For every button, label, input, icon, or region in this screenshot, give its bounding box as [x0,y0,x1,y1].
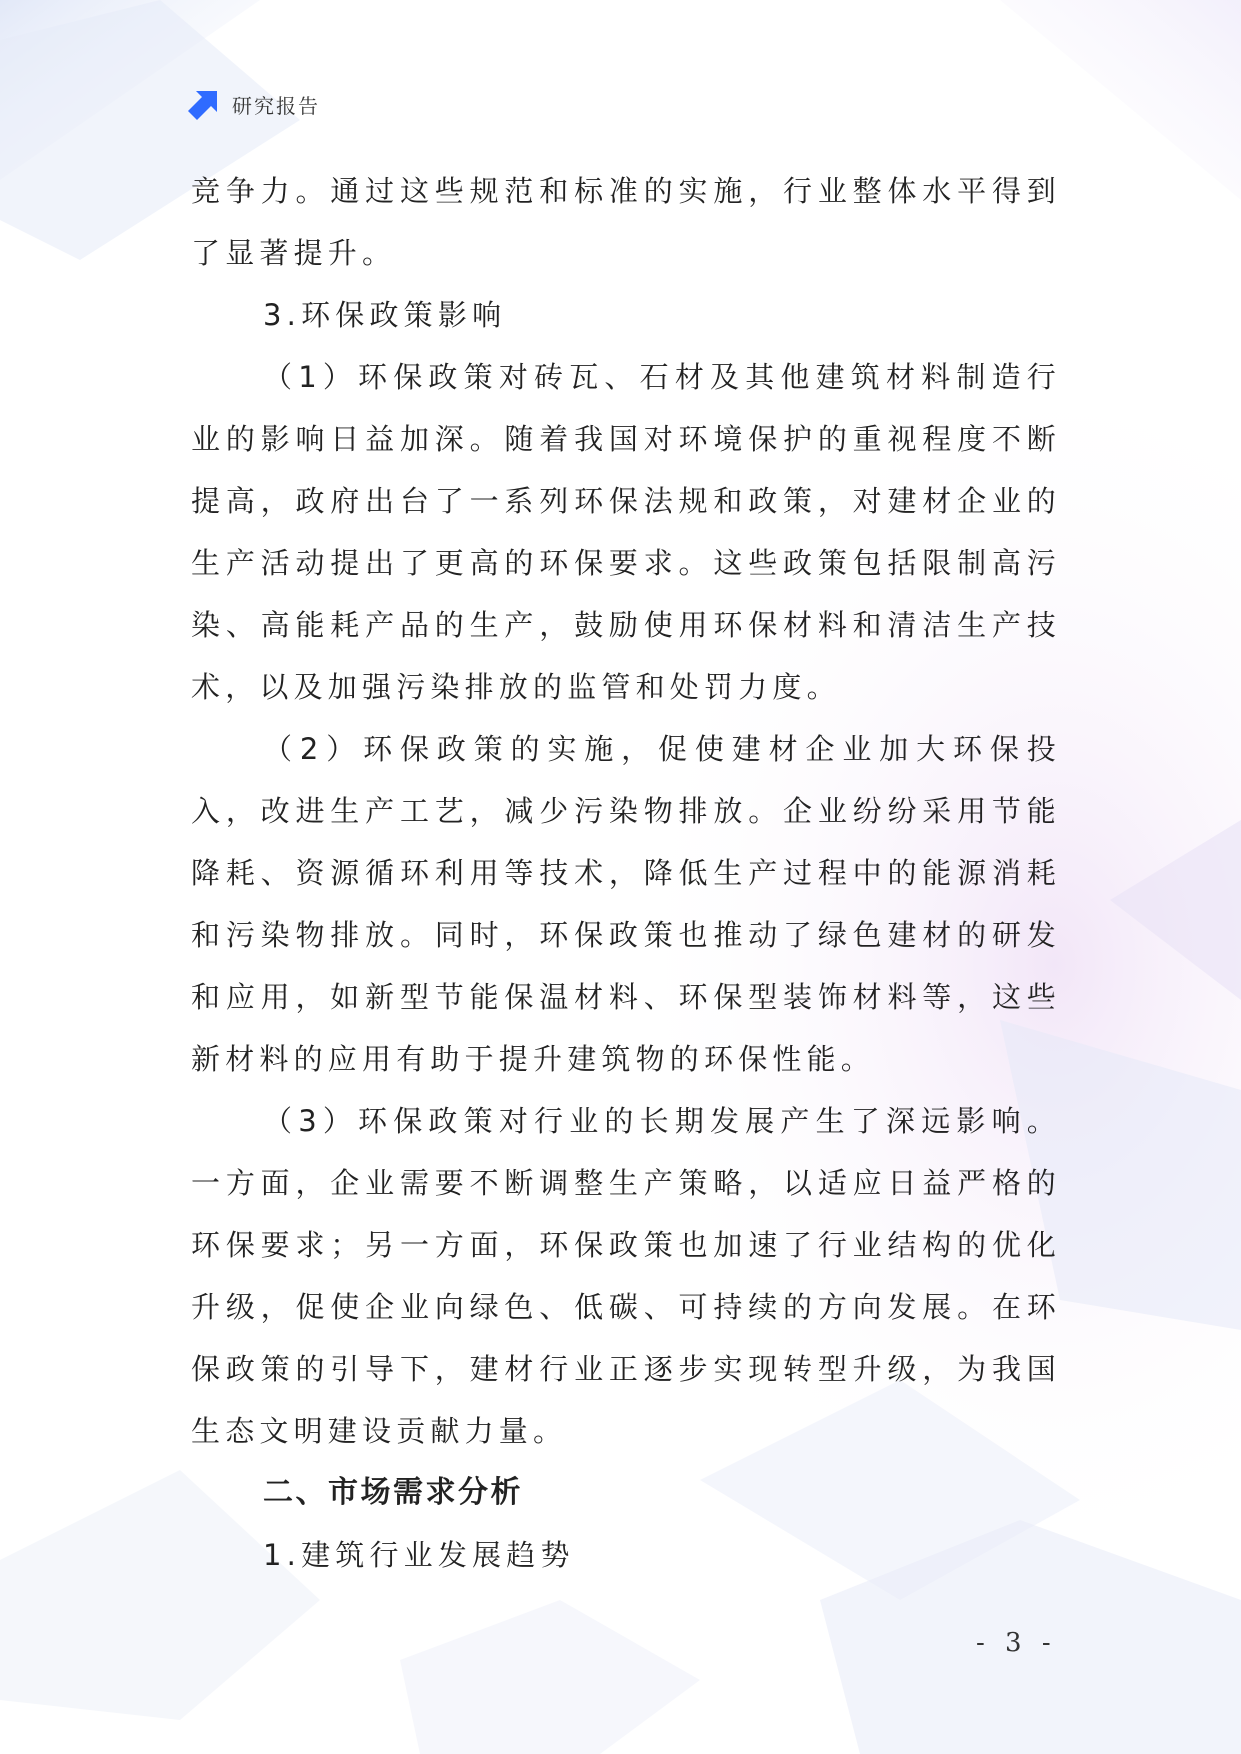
paragraph-2: （2）环保政策的实施，促使建材企业加大环保投入，改进生产工艺，减少污染物排放。企业纷纷采用节能降耗、资源循环利用等技术，降低生产过程中的能源消耗和污染物排放。同时，环保政策也推动了绿色建材的研发和应用，如新型节能保温材料、环保型装饰材料等，这些新材料的应用有助于提升建筑物的环保性能。 [191,732,1061,1076]
document-body [191,160,1061,1586]
subsection-heading-2: 1.建筑行业发展趋势 [263,1538,575,1572]
paragraph-continuation: 竞争力。通过这些规范和标准的实施，行业整体水平得到了显著提升。 [191,174,1061,270]
report-header [188,86,320,122]
page-number: - 3 - [976,1628,1057,1658]
subsection-heading: 3.环保政策影响 [263,298,507,332]
paragraph-3: （3）环保政策对行业的长期发展产生了深远影响。一方面，企业需要不断调整生产策略，以适应日益严格的环保要求；另一方面，环保政策也加速了行业结构的优化升级，促使企业向绿色、低碳、可持续的方向发展。在环保政策的引导下，建材行业正逐步实现转型升级，为我国生态文明建设贡献力量。 [191,1104,1061,1448]
header-title: 研究报告 [232,93,320,118]
paragraph-1: （1）环保政策对砖瓦、石材及其他建筑材料制造行业的影响日益加深。随着我国对环境保护的重视程度不断提高，政府出台了一系列环保法规和政策，对建材企业的生产活动提出了更高的环保要求。这些政策包括限制高污染、高能耗产品的生产，鼓励使用环保材料和清洁生产技术，以及加强污染排放的监管和处罚力度。 [191,360,1061,704]
section-heading: 二、市场需求分析 [263,1475,523,1510]
arrow-up-right-icon [188,88,220,120]
